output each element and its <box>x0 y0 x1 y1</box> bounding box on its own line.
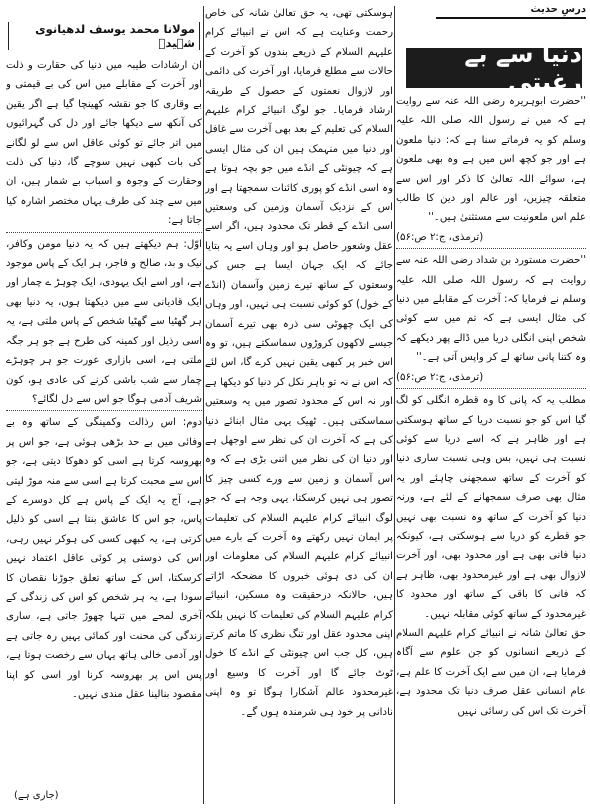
author-name: مولانا محمد یوسف لدھیانوی شہیدؒ <box>9 22 199 50</box>
point-paragraph: دوم: اس رذالت وکمینگی کے ساتھ وہ بے وفائی میں بے حد بڑھی ہوئی ہے، جو اس پر بھروسہ کرتا ہے اسی کو دھوکا دیتی ہے، جو اس سے محبت کرتا ہے اسی سے منہ موڑ لیتی ہے، آج یہ ایک کے پاس ہے کل دوسرے کے پاس، جو اس کا عاشق بنتا ہے اسی کو ذلیل کرتی ہے، یہ کبھی کسی کی ہوکر نہیں رہی، اس کی دوستی پر کوئی عاقل اعتماد نہیں کرسکتا، اس کے ساتھ تعلق جوڑنا نقصان کا سودا ہے، یہ ہر شخص کو اس کی زندگی کے آخری لمحے میں تنہا چھوڑ جاتی ہے، ساری زندگی کی محنت اور کمائی یہیں رہ جاتی ہے اور آدمی خالی ہاتھ یہاں سے رخصت ہوتا ہے، پس اس پر بھروسہ کرنا اور اسی کو اپنا مقصود بنالینا عقل مندی نہیں۔ <box>6 417 202 700</box>
separator <box>6 232 202 233</box>
hadith-text: ''حضرت ابوہریرہ رضی اللہ عنہ سے روایت ہے کہ میں نے رسول اللہ صلی اللہ علیہ وسلم کو یہ فرماتے سنا ہے کہ: دنیا ملعون ہے اور جو کچھ اس میں ہے وہ بھی ملعون ہے، سوائے اللہ تعالیٰ کا ذکر اور اس سے متعلقہ چیزیں، اور عالم اور دین کا طالب علم اس ملعونیت سے مستثنیٰ ہیں۔'' <box>396 96 586 224</box>
continued-label: (جاری ہے) <box>14 790 59 801</box>
right-column <box>396 92 586 808</box>
point-paragraph: اوّل: ہم دیکھتے ہیں کہ یہ دنیا مومن وکافر، نیک و بد، صالح و فاجر، ہر ایک کے پاس موجود ہے، اور اسے ایک یہودی، ایک چوہڑ ے چمار اور ایک قادیانی سے میں دیکھتا ہوں، یہ دنیا بھی ہر گھٹیا سے گھٹیا شخص کے پاس ملتی ہے، یہ اسی رذیل اور کمینہ کی طرح ہے جو ہر جگہ ملتی ہے، اسی بازاری عورت جو ہر چوہڑے چمار سے شب باشی کرنے کی عادی ہو، کون شریف آدمی ہوگا جو اس سے دل لگائے؟ <box>6 238 202 405</box>
separator <box>396 248 586 249</box>
hadith-text: ''حضرت مستورد بن شداد رضی اللہ عنہ سے روایت ہے کہ رسول اللہ صلی اللہ علیہ وسلم نے فرمایا کہ: آخرت کے مقابلے میں دنیا کی مثال ایسی ہے کہ تم میں سے کوئی شخص اپنی انگلی دریا میں ڈالے پھر دیکھے کہ وہ کتنا پانی ساتھ لے کر واپس آتی ہے۔'' <box>396 255 586 364</box>
left-column <box>6 56 202 808</box>
body-paragraph: ہوسکتی تھی، یہ حق تعالیٰ شانہ کی خاص رحمت وعنایت ہے کہ اس نے انبیائے کرام علیہم السلام کے ذریعے بندوں کو آخرت کے حالات سے مطلع فرمایا، اور آخرت کی دائمی اور لازوال نعمتوں کے حصول کے طریقہ ارشاد فرمایا۔ جو لوگ انبیائے کرام علیہم السلام کی تعلیم کے بعد بھی آخرت سے غافل اور دنیا میں منہمک ہیں ان کی مثال ایسی ہے کہ چیونٹی کے انڈے میں جو بچہ ہوتا ہے وہ اسی انڈے کو پوری کائنات سمجھتا ہے اور اس کے نزدیک آسمان وزمین کی وسعتیں اسی انڈے کے قطر تک محدود ہیں، اگر اسے عقل وشعور حاصل ہو اور وہاں اسے یہ بتایا جائے کہ ایک جہان ایسا ہے جس کی وسعتوں کے ساتھ تیرے زمین وآسمان (انڈے کے خول) کو کوئی نسبت ہی نہیں، اور وہاں کی ایک چھوٹی سی ذرہ بھی تیرے آسمان جیسے لاکھوں کروڑوں سماسکتے ہیں، تو وہ اس خبر پر کبھی یقین نہیں کرے گا، اس لئے کہ اس نے نہ تو باہر نکل کر دنیا کو دیکھا ہے اور نہ اس کے محدود تصور میں یہ وسعتیں سماسکتی ہیں۔ ٹھیک یہی مثال ابنائے دنیا کی ہے کہ آخرت ان کی نظر سے اوجھل ہے اور دنیا ان کی نظر میں اتنی بڑی ہے کہ وہ اس آسمان و زمین سے ورے کسی چیز کا تصور ہی نہیں کرسکتا، یہی وجہ ہے کہ جو لوگ انبیائے کرام علیہم السلام کی تعلیمات پر ایمان نہیں رکھتے وہ آخرت کے بارے میں انبیائے کرام علیہم السلام کی معلومات اور ان کی دی ہوئی خبروں کا مضحکہ اڑاتے ہیں، حالانکہ درحقیقت وہ مسکین، انبیائے کرام علیہم السلام کی تعلیمات کا نہیں بلکہ اپنی محدود عقل اور تنگ نظری کا ماتم کرتے ہیں، کل جب اس چیونٹی کے انڈے کا خول ٹوٹ جائے گا اور آخرت کا وسیع اور غیرمحدود عالم آشکارا ہوگا تو وہ اپنی نادانی پر خود ہی شرمندہ ہوں گے۔ <box>205 8 393 718</box>
hadith-reference: (ترمذی، ج:۲ ص:۵۶) <box>396 371 484 383</box>
column-divider <box>394 6 395 804</box>
intro-paragraph: ان ارشادات طیبہ میں دنیا کی حقارت و ذلت اور آخرت کے مقابلے میں اس کی بے قیمتی و بے وقاری کا جو نقشہ کھینچا گیا ہے اگر یقین کی آنکھ سے دیکھا جائے اور دل کی گہرائیوں میں اتر جائے تو کوئی عاقل اس سے لو لگانے کی بات کبھی نہیں سوچے گا، دنیا کی ذلت وحقارت کے وجوہ و اسباب بے شمار ہیں، ان میں سے چند کی طرف یہاں مختصر اشارہ کیا جاتا ہے: <box>6 60 202 227</box>
separator <box>396 388 586 389</box>
hadith-reference: (ترمذی، ج:۲ ص:۵۶) <box>396 231 484 243</box>
middle-column <box>205 4 393 808</box>
column-divider <box>203 6 204 804</box>
author-byline <box>8 22 200 50</box>
article-title: دنیا سے بے رغبتی <box>406 48 582 88</box>
commentary-paragraph: حق تعالیٰ شانہ نے انبیائے کرام علیہم السلام کے ذریعے انسانوں کو جن علوم سے آگاہ فرمایا ہے، ان میں سے ایک آخرت کا علم ہے، عام انسانی عقل صرف دنیا تک محدود ہے، آخرت تک اس کی رسائی نہیں <box>396 627 586 717</box>
section-label: درسِ حدیث <box>436 4 586 19</box>
commentary-paragraph: مطلب یہ کہ پانی کا وہ قطرہ انگلی کو لگ گیا اس کو جو نسبت دریا کے ساتھ ہوسکتی ہے اور ظاہر ہے کہ اسے دریا سے کوئی نسبت ہی نہیں، بس وہی نسبت ساری دنیا کو آخرت کے ساتھ سمجھنی چاہئے اور یہ مثال بھی صرف سمجھانے کے لئے ہے، ورنہ دنیا کو آخرت کے ساتھ وہ نسبت بھی نہیں جو قطرے کو دریا سے ہوسکتی ہے، کیونکہ دنیا فانی بھی ہے اور محدود بھی، اور آخرت لازوال بھی ہے اور غیرمحدود بھی، ظاہر ہے کہ فانی کا باقی کے ساتھ اور محدود کا غیرمحدود کے ساتھ کوئی مقابلہ نہیں۔ <box>396 395 586 620</box>
separator <box>6 410 202 411</box>
